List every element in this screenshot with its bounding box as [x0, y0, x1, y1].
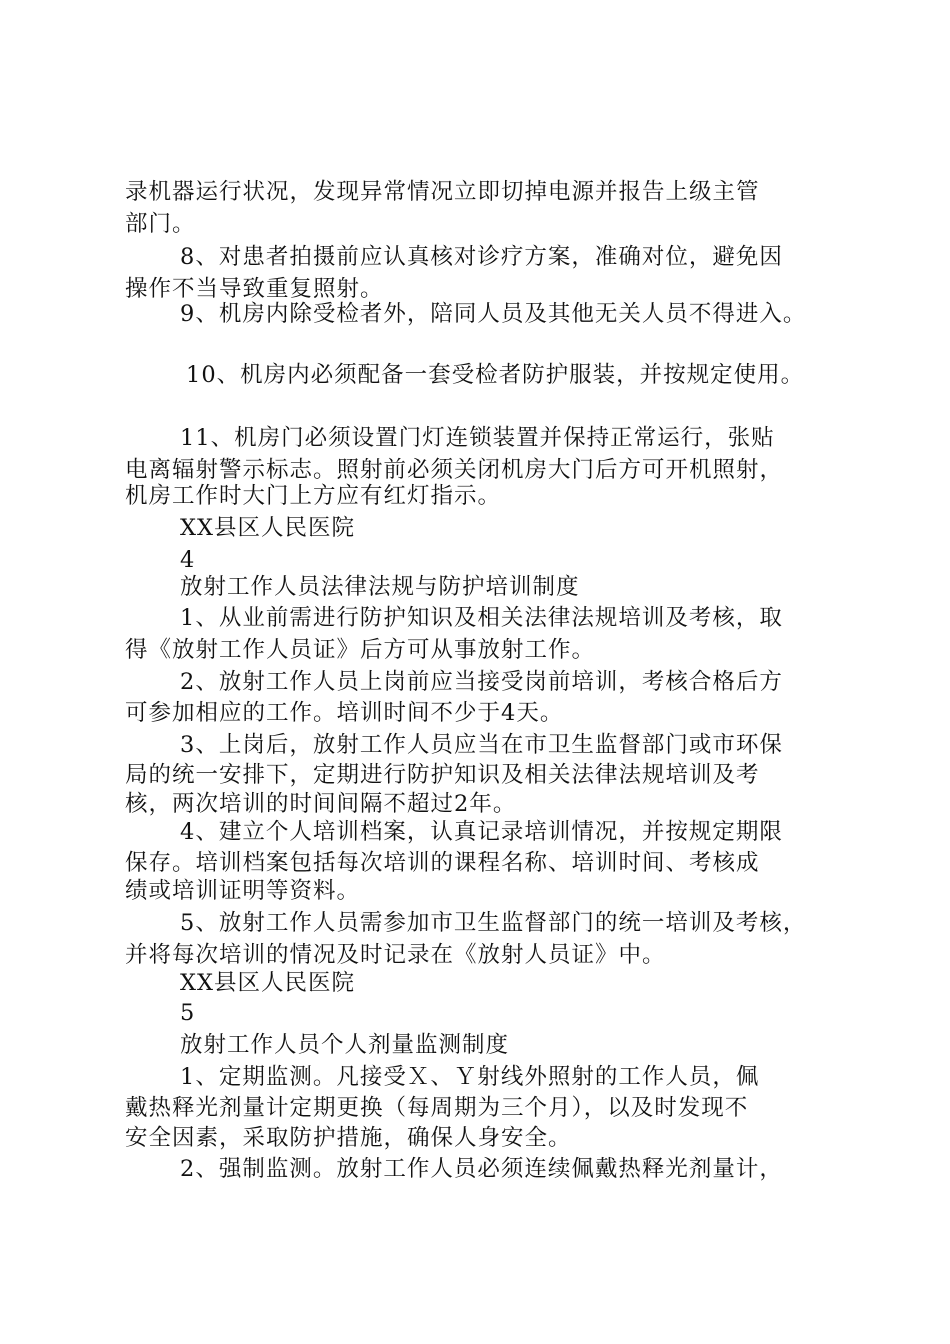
text-line: 戴热释光剂量计定期更换（每周期为三个月），以及时发现不: [125, 1095, 749, 1121]
text-line: 4、建立个人培训档案，认真记录培训情况，并按规定期限: [180, 819, 783, 845]
text-line: 9、机房内除受检者外，陪同人员及其他无关人员不得进入。: [180, 301, 807, 327]
text-line: 局的统一安排下，定期进行防护知识及相关法律法规培训及考: [125, 762, 760, 788]
text-line: 2、强制监测。放射工作人员必须连续佩戴热释光剂量计，: [180, 1156, 783, 1182]
text-line: 绩或培训证明等资料。: [125, 878, 361, 904]
text-line: 安全因素，采取防护措施，确保人身安全。: [125, 1125, 572, 1151]
text-line: 保存。培训档案包括每次培训的课程名称、培训时间、考核成: [125, 850, 760, 876]
text-line: 核，两次培训的时间间隔不超过2年。: [125, 791, 517, 817]
text-line: 5、放射工作人员需参加市卫生监督部门的统一培训及考核，: [180, 910, 807, 936]
text-line: 并将每次培训的情况及时记录在《放射人员证》中。: [125, 942, 666, 968]
text-line: 操作不当导致重复照射。: [125, 276, 384, 302]
text-line: 1、定期监测。凡接受Ｘ、Ｙ射线外照射的工作人员，佩: [180, 1064, 760, 1090]
text-line: 11、机房门必须设置门灯连锁装置并保持正常运行，张贴: [180, 425, 775, 451]
text-line: 2、放射工作人员上岗前应当接受岗前培训，考核合格后方: [180, 669, 783, 695]
text-line: 可参加相应的工作。培训时间不少于4天。: [125, 700, 564, 726]
text-line: 部门。: [125, 211, 196, 237]
text-line: 得《放射工作人员证》后方可从事放射工作。: [125, 637, 596, 663]
section-heading: 放射工作人员个人剂量监测制度: [180, 1032, 510, 1058]
text-line: 录机器运行状况，发现异常情况立即切掉电源并报告上级主管: [125, 179, 760, 205]
signature-line: XX县区人民医院: [180, 970, 356, 996]
section-heading: 放射工作人员法律法规与防护培训制度: [180, 574, 580, 600]
page-number: 5: [180, 1000, 196, 1026]
signature-line: XX县区人民医院: [180, 515, 356, 541]
text-line: 3、上岗后，放射工作人员应当在市卫生监督部门或市环保: [180, 732, 783, 758]
text-line: 10、机房内必须配备一套受检者防护服装，并按规定使用。: [186, 362, 805, 388]
text-line: 机房工作时大门上方应有红灯指示。: [125, 483, 502, 509]
text-line: 电离辐射警示标志。照射前必须关闭机房大门后方可开机照射，: [125, 457, 784, 483]
text-line: 8、对患者拍摄前应认真核对诊疗方案，准确对位，避免因: [180, 244, 783, 270]
text-line: 1、从业前需进行防护知识及相关法律法规培训及考核，取: [180, 605, 783, 631]
page-number: 4: [180, 547, 196, 573]
